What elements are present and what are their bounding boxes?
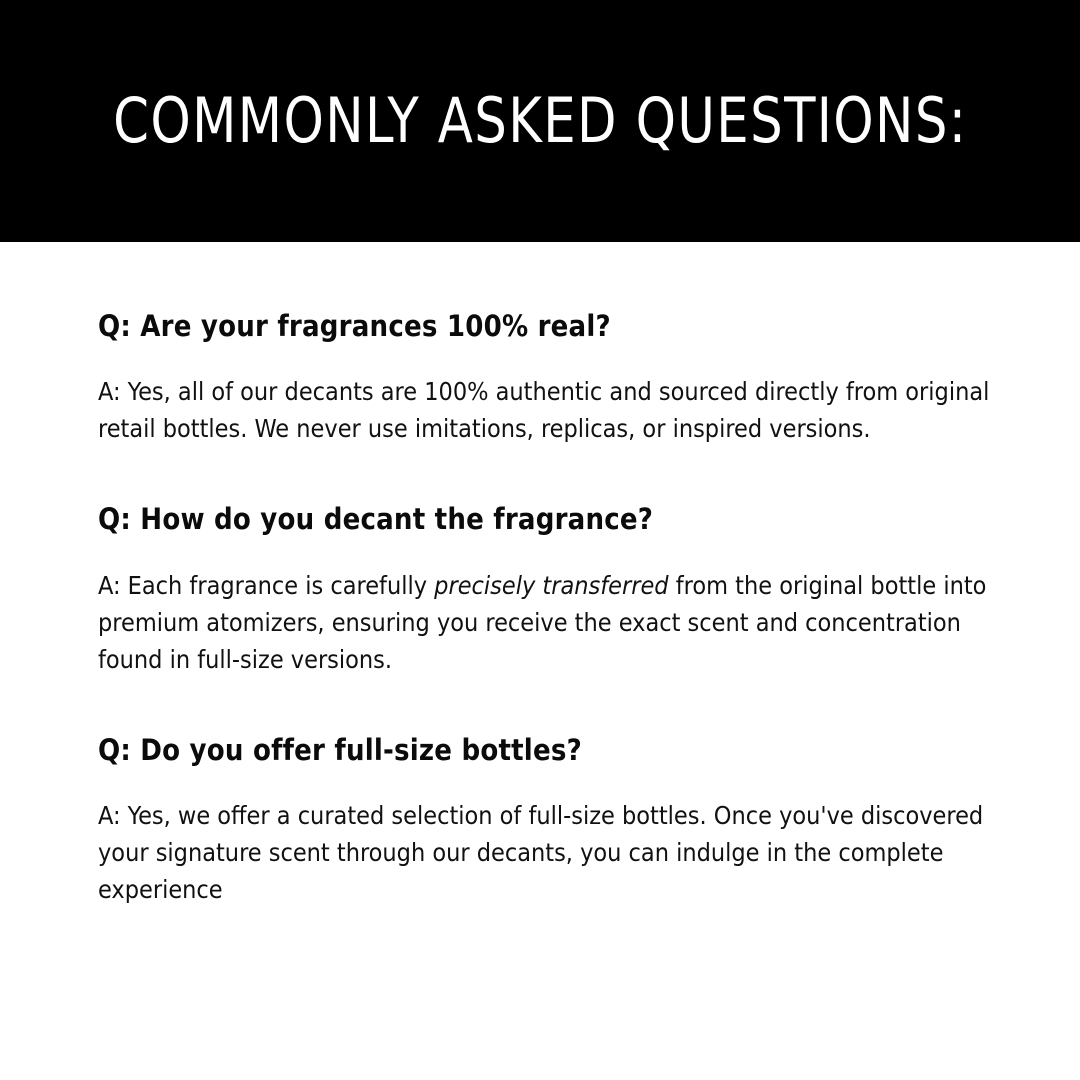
faq-answer-emphasis: precisely transferred xyxy=(434,570,669,600)
faq-question: Q: How do you decant the fragrance? xyxy=(98,502,654,537)
faq-item xyxy=(98,503,1006,677)
faq-item xyxy=(98,734,1006,908)
faq-item xyxy=(98,310,1006,447)
faq-question: Q: Are your fragrances 100% real? xyxy=(98,309,611,343)
header-banner xyxy=(0,0,1080,242)
faq-answer xyxy=(98,567,1006,678)
page-title: COMMONLY ASKED QUESTIONS: xyxy=(112,84,968,157)
faq-answer-text-after: from the original bottle into premium atomizers, ensuring you receive the exact scent and concentration found in full-size versions. xyxy=(98,570,987,674)
faq-list xyxy=(0,242,1080,908)
faq-question: Q: Do you offer full-size bottles? xyxy=(98,732,582,767)
faq-answer xyxy=(98,373,1006,447)
faq-answer-text-before: A: Each fragrance is carefully xyxy=(98,570,435,600)
faq-answer-text-before: A: Yes, all of our decants are 100% authentic and sourced directly from original retail bottles. We never use imitations, replicas, or inspired versions. xyxy=(98,377,990,444)
faq-answer-text-before: A: Yes, we offer a curated selection of full-size bottles. Once you've discovered your signature scent through our decants, you can indulge in the complete experience xyxy=(98,801,984,905)
faq-answer xyxy=(98,797,1006,908)
